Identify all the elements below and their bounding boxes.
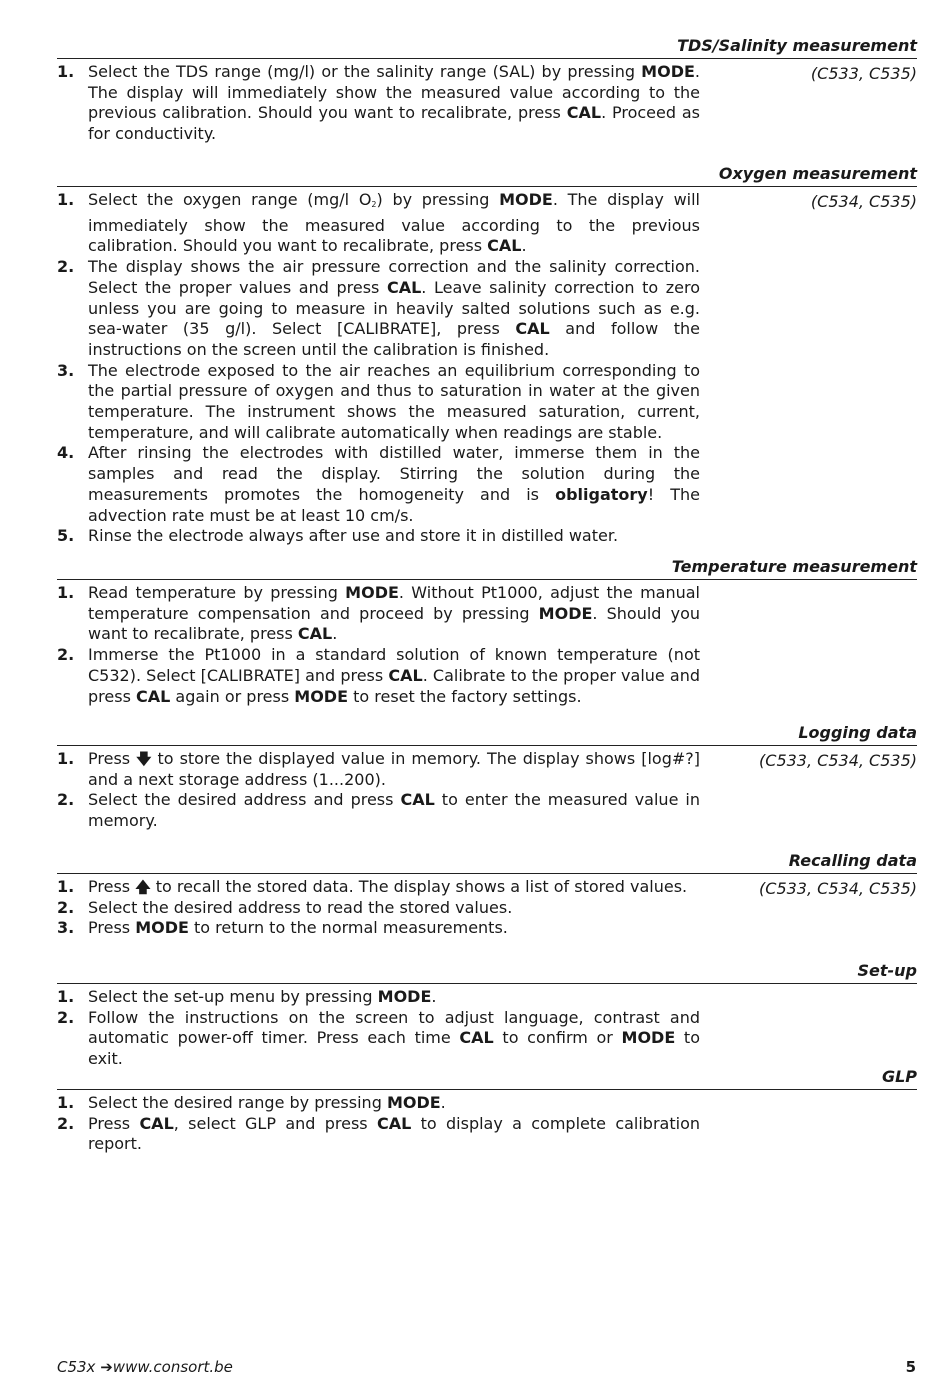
section-tds [57, 33, 917, 145]
list-item: 2. The display shows the air pressure correction and the salinity correction. Select the proper values and press CAL. Leave salinity correction to zero unless you are going to measure in heavily salted solutions such as e.g. sea-water (35 g/l). Select [CALIBRATE], press CAL and follow the instructions on the screen until the calibration is finished. [57, 257, 701, 359]
step-list [57, 190, 700, 547]
section-logging [57, 720, 917, 832]
section-title: Set-up [57, 958, 917, 984]
list-item: 1. Select the desired range by pressing MODE. [57, 1093, 446, 1112]
list-item: 2. Press CAL, select GLP and press CAL to display a complete calibration report. [57, 1113, 700, 1154]
down-arrow-icon: 🡇 [136, 750, 152, 768]
model-list: (C533, C534, C535) [759, 751, 917, 770]
list-item: 1. Read temperature by pressing MODE. Without Pt1000, adjust the manual temperature compensation and proceed by pressing MODE. Should you want to recalibrate, press CAL. [57, 583, 700, 644]
section-setup [57, 958, 917, 1070]
page-number: 5 [905, 1358, 916, 1376]
list-item: 1. Select the oxygen range (mg/l $O_2$) by pressing MODE. The display will immediately show the measured value according to the previous calibration. Should you want to recalibrate, press CAL. [57, 190, 700, 256]
section-title: Logging data [57, 720, 917, 746]
list-item: 1. Select the set-up menu by pressing MODE. [57, 987, 437, 1006]
step-list [57, 62, 700, 145]
step-list [57, 749, 700, 832]
step-list [57, 1093, 700, 1155]
list-item: 5. Rinse the electrode always after use and store it in distilled water. [57, 526, 619, 546]
footer-model-url [57, 1358, 233, 1376]
footer-url-link[interactable]: www.consort.be [112, 1358, 233, 1376]
up-arrow-icon: 🡅 [135, 878, 151, 896]
list-item: 2. Select the desired address to read the stored values. [57, 897, 513, 917]
model-list: (C533, C534, C535) [759, 879, 917, 898]
list-item: 3. Press MODE to return to the normal measurements. [57, 918, 508, 938]
list-item: 1. Press 🡇 to store the displayed value in memory. The display shows [log#?] and a next storage address (1...200). [57, 749, 700, 789]
section-temperature [57, 554, 917, 707]
right-arrow-icon: ➔ [100, 1358, 113, 1376]
list-item: 2. Select the desired address and press CAL to enter the measured value in memory. [57, 790, 700, 831]
section-title: Oxygen measurement [57, 161, 917, 187]
list-item: 2. Follow the instructions on the screen to adjust language, contrast and automatic power-off timer. Press each time CAL to confirm or MODE to exit. [57, 1007, 700, 1069]
list-item: 4. After rinsing the electrodes with distilled water, immerse them in the samples and read the display. Stirring the solution during the measurements promotes the homogeneity and is obligatory! The advection rate must be at least 10 cm/s. [57, 443, 700, 525]
list-item: 3. The electrode exposed to the air reaches an equilibrium corresponding to the partial pressure of oxygen and thus to saturation in water at the given temperature. The instrument shows the measured saturation, current, temperature, and will calibrate automatically when readings are stable. [57, 360, 700, 442]
list-item: 2. Immerse the Pt1000 in a standard solution of known temperature (not C532). Select [CALIBRATE] and press CAL. Calibrate to the proper value and press CAL again or press MODE to reset the factory settings. [57, 645, 701, 706]
model-list: (C533, C535) [810, 64, 917, 83]
step-list [57, 583, 700, 707]
section-title: TDS/Salinity measurement [57, 33, 917, 59]
footer-model: C53x [57, 1358, 96, 1376]
step-list [57, 877, 700, 939]
model-list: (C534, C535) [810, 192, 917, 211]
section-recalling [57, 848, 917, 939]
step-list [57, 987, 700, 1070]
section-title: GLP [57, 1064, 917, 1090]
section-title: Temperature measurement [57, 554, 917, 580]
section-glp [57, 1064, 917, 1155]
section-title: Recalling data [57, 848, 917, 874]
list-item: 1. Press 🡅 to recall the stored data. The display shows a list of stored values. [57, 877, 688, 896]
list-item: 1. Select the TDS range (mg/l) or the salinity range (SAL) by pressing MODE. The display will immediately show the measured value according to the previous calibration. Should you want to recalibrate, press CAL. Proceed as for conductivity. [57, 62, 701, 144]
section-oxygen [57, 161, 917, 547]
